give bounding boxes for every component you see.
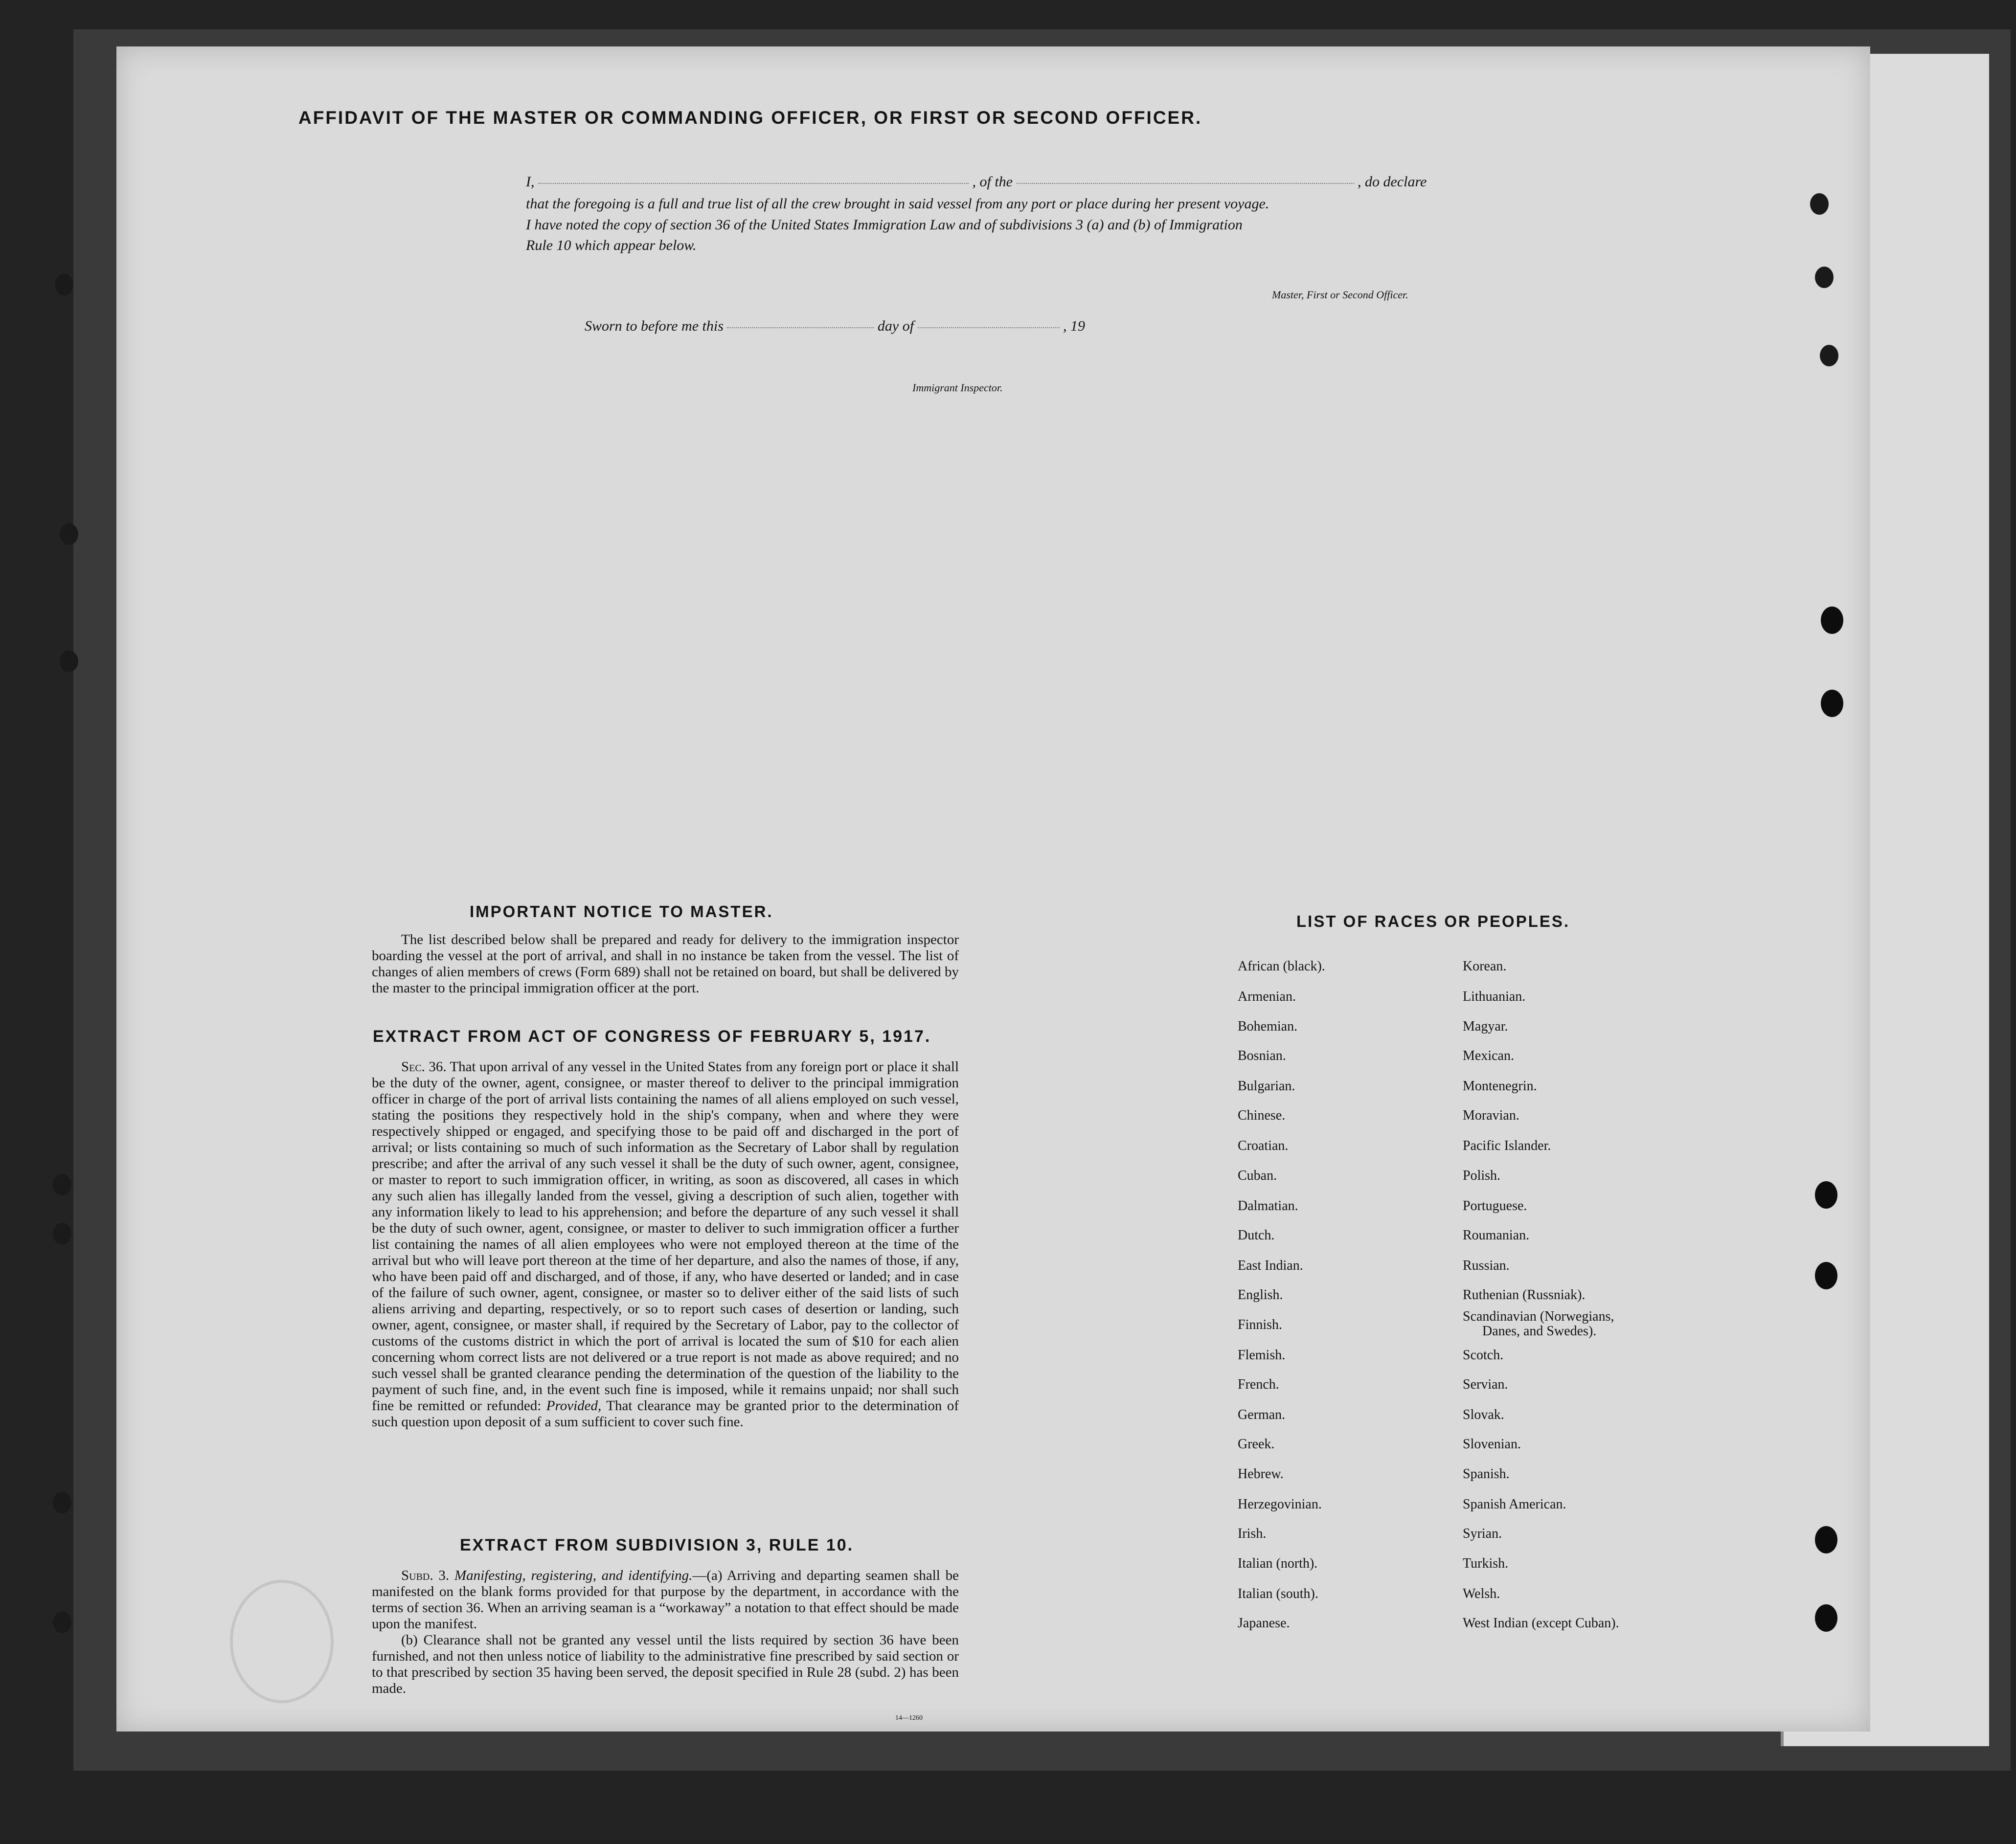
race-item: Irish.	[1238, 1526, 1267, 1541]
binder-hole	[53, 1612, 71, 1633]
faint-stamp	[230, 1580, 334, 1703]
race-item: Spanish.	[1463, 1466, 1510, 1482]
declaration-line-4: Rule 10 which appear below.	[526, 237, 697, 253]
binder-hole	[60, 523, 78, 545]
race-item: English.	[1238, 1287, 1283, 1303]
race-item: Portuguese.	[1463, 1198, 1527, 1214]
binder-hole	[53, 1223, 71, 1244]
race-item: Chinese.	[1238, 1108, 1286, 1123]
name-blank	[538, 182, 969, 184]
binder-hole	[1821, 690, 1843, 717]
binder-hole	[1815, 1526, 1837, 1553]
month-blank	[918, 327, 1060, 328]
declaration-i: I,	[526, 174, 535, 190]
race-item: Danes, and Swedes).	[1482, 1324, 1597, 1339]
race-item: Korean.	[1463, 959, 1507, 974]
declaration-of-the: , of the	[972, 174, 1013, 190]
race-item: Dutch.	[1238, 1228, 1275, 1243]
binder-hole	[1810, 193, 1829, 215]
race-item: Spanish American.	[1463, 1497, 1566, 1512]
races-title: LIST OF RACES OR PEOPLES.	[1296, 912, 1570, 930]
binder-hole	[1820, 345, 1838, 366]
notice-text: The list described below shall be prepared and ready for delivery to the immigration inspector boarding the vessel at the port of arrival, and shall in no instance be taken from the vessel. The list of changes of alien members of crews (Form 689) shall not be retained on board, but shall be delivered by the master to the principal immigration officer at the port.	[372, 932, 959, 996]
race-item: Hebrew.	[1238, 1466, 1284, 1482]
binder-hole	[53, 1174, 71, 1195]
race-item: Scandinavian (Norwegians,	[1463, 1309, 1614, 1324]
binder-hole	[1815, 1181, 1837, 1209]
race-item: East Indian.	[1238, 1258, 1303, 1273]
document-page	[116, 46, 1870, 1732]
race-item: Italian (south).	[1238, 1586, 1318, 1601]
section-36-text	[372, 1059, 959, 1430]
sworn-line	[585, 318, 1085, 335]
race-item: Bohemian.	[1238, 1019, 1298, 1034]
race-item: Dalmatian.	[1238, 1198, 1298, 1214]
race-item: Moravian.	[1463, 1108, 1519, 1123]
race-item: Bosnian.	[1238, 1048, 1286, 1063]
race-item: Japanese.	[1238, 1616, 1290, 1631]
section-body-end: That clearance may be granted prior to the determination of such question upon deposit of a sum sufficient to cover such fine.	[372, 1398, 959, 1430]
race-item: Syrian.	[1463, 1526, 1502, 1541]
subdivision-3-text	[372, 1568, 959, 1697]
section-body: That upon arrival of any vessel in the United States from any foreign port or place it shall be the duty of the owner, agent, consignee, or master thereof to deliver to the principal immigration officer in charge of the port of arrival lists containing the names of all aliens employed on such vessel, stating the positions they respectively hold in the ship's company, when and where they were respectively shipped or engaged, and specifying those to be paid off and discharged in the port of arrival; or lists containing so much of such information as the Secretary of Labor shall by regulation prescribe; and after the arrival of any such vessel it shall be the duty of such owner, agent, consignee, or master to report to such immigration officer, in writing, as soon as discovered, all cases in which any such alien has illegally landed from the vessel, giving a description of such alien, together with any information likely to lead to his apprehension; and before the departure of any such vessel it shall be the duty of such owner, agent, consignee, or master to deliver to such immigration officer a further list containing the names of all alien employees who were not employed thereon at the time of the arrival but who will leave port thereon at the time of her departure, and also the names of those, if any, who have been paid off and discharged, and of those, if any, who have deserted or landed; and in case of the failure of such owner, agent, consignee, or master so to deliver either of the said lists of such aliens arriving and departing, respectively, or so to report such cases of desertion or landing, such owner, agent, consignee, or master shall, if required by the Secretary of Labor, pay to the collector of customs of the customs district in which the port of arrival is located the sum of $10 for each alien concerning whom correct lists are not delivered or a true report is not made as above required; and no such vessel shall be granted clearance pending the determination of the question of the liability to the payment of such fine, and, in the event such fine is imposed, while it remains unpaid; nor shall such fine be remitted or refunded:	[372, 1059, 959, 1414]
notice-title: IMPORTANT NOTICE TO MASTER.	[470, 902, 773, 921]
act-extract-title: EXTRACT FROM ACT OF CONGRESS OF FEBRUARY 5, 1917.	[373, 1027, 931, 1046]
declaration-do-declare: , do declare	[1358, 174, 1427, 190]
race-item: Slovak.	[1463, 1407, 1504, 1422]
officer-signature-label: Master, First or Second Officer.	[1272, 289, 1408, 301]
race-item: Mexican.	[1463, 1048, 1514, 1063]
race-item: Magyar.	[1463, 1019, 1508, 1034]
binder-hole	[53, 1492, 71, 1513]
race-item: French.	[1238, 1377, 1279, 1392]
form-number: 14—1260	[895, 1714, 923, 1722]
declaration-line-3: I have noted the copy of section 36 of the United States Immigration Law and of subdivisions 3 (a) and (b) of Immigration	[526, 217, 1243, 233]
day-of-text: day of	[877, 318, 914, 334]
binder-hole	[1815, 1604, 1837, 1632]
sworn-text: Sworn to before me this	[585, 318, 724, 334]
rule-extract-title: EXTRACT FROM SUBDIVISION 3, RULE 10.	[460, 1536, 854, 1554]
race-item: Lithuanian.	[1463, 989, 1526, 1004]
race-item: Scotch.	[1463, 1348, 1504, 1363]
race-item: Cuban.	[1238, 1168, 1277, 1183]
declaration-line-1	[526, 174, 1427, 190]
binder-hole	[60, 651, 78, 672]
race-item: Flemish.	[1238, 1348, 1286, 1363]
race-item: Slovenian.	[1463, 1437, 1521, 1452]
provided-word: Provided,	[546, 1398, 602, 1414]
race-item: Montenegrin.	[1463, 1079, 1537, 1094]
subdivision-label: Subd. 3.	[401, 1568, 450, 1583]
date-blank	[727, 327, 874, 328]
race-item: Russian.	[1463, 1258, 1510, 1273]
binder-hole	[1815, 1262, 1837, 1289]
race-item: Turkish.	[1463, 1556, 1509, 1571]
race-item: Pacific Islander.	[1463, 1138, 1551, 1153]
race-item: Italian (north).	[1238, 1556, 1318, 1571]
subdivision-heading: Manifesting, registering, and identifying.	[454, 1568, 693, 1583]
notice-body	[372, 932, 959, 996]
race-item: Herzegovinian.	[1238, 1497, 1322, 1512]
race-item: Finnish.	[1238, 1317, 1283, 1332]
subdivision-para-a: —(a) Arriving and departing seamen shall be manifested on the blank forms provided for that purpose by the department, in accordance with the terms of section 36. When an arriving seaman is a “workaway” a notation to that effect should be made upon the manifest.	[372, 1568, 959, 1632]
race-item: Polish.	[1463, 1168, 1501, 1183]
race-item: Greek.	[1238, 1437, 1275, 1452]
binder-hole	[55, 274, 73, 295]
race-item: German.	[1238, 1407, 1286, 1422]
race-item: Welsh.	[1463, 1586, 1500, 1601]
declaration-line-2: that the foregoing is a full and true list of all the crew brought in said vessel from any port or place during her present voyage.	[526, 196, 1269, 212]
year-text: , 19	[1063, 318, 1086, 334]
affidavit-title: AFFIDAVIT OF THE MASTER OR COMMANDING OFFICER, OR FIRST OR SECOND OFFICER.	[298, 108, 1202, 128]
race-item: Armenian.	[1238, 989, 1296, 1004]
race-item: Croatian.	[1238, 1138, 1289, 1153]
subdivision-para-b: (b) Clearance shall not be granted any vessel until the lists required by section 36 have been furnished, and not then unless notice of liability to the administrative fine prescribed by said section or to that prescribed by section 35 having been served, the deposit specified in Rule 28 (subd. 2) has been made.	[372, 1632, 959, 1696]
race-item: Roumanian.	[1463, 1228, 1530, 1243]
vessel-blank	[1017, 182, 1354, 184]
binder-hole	[1815, 267, 1834, 288]
race-item: African (black).	[1238, 959, 1325, 974]
race-item: Servian.	[1463, 1377, 1508, 1392]
race-item: West Indian (except Cuban).	[1463, 1616, 1619, 1631]
inspector-signature-label: Immigrant Inspector.	[912, 382, 1003, 394]
binder-hole	[1821, 607, 1843, 634]
section-label: Sec. 36.	[401, 1059, 447, 1075]
race-item: Ruthenian (Russniak).	[1463, 1287, 1586, 1303]
race-item: Bulgarian.	[1238, 1079, 1295, 1094]
